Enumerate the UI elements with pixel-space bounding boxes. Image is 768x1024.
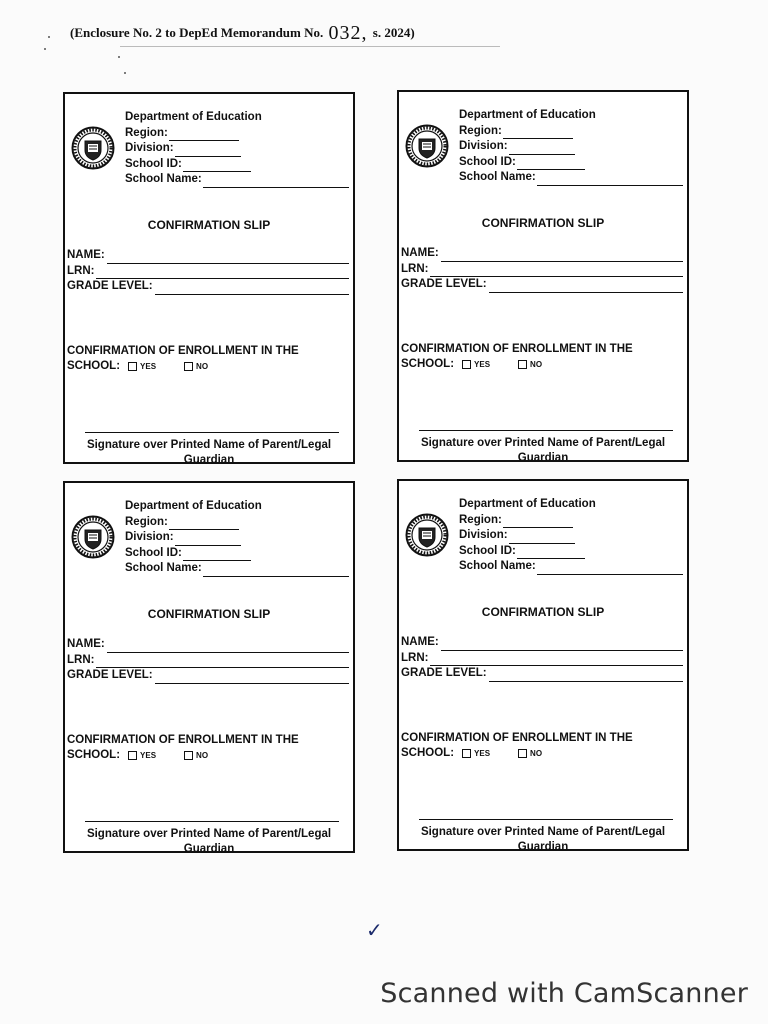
confirmation-question: CONFIRMATION OF ENROLLMENT IN THE	[401, 732, 633, 744]
camscanner-watermark: Scanned with CamScanner	[380, 978, 748, 1009]
student-fields	[401, 635, 683, 682]
memo-number: 032,	[328, 22, 368, 44]
department-label: Department of Education	[125, 500, 262, 512]
deped-seal-icon	[405, 124, 449, 168]
enclosure-prefix: (Enclosure No. 2 to DepEd Memorandum No.	[70, 25, 324, 40]
school-name-blank	[537, 563, 683, 575]
lrn-blank	[430, 654, 683, 666]
yes-checkbox[interactable]	[462, 360, 471, 369]
name-blank	[441, 639, 683, 651]
no-checkbox[interactable]	[184, 751, 193, 760]
scan-speck	[48, 36, 50, 38]
grade-level-field: GRADE LEVEL:	[401, 277, 683, 293]
region-blank	[169, 518, 239, 530]
confirmation-options	[401, 357, 687, 372]
enrollment-confirmation	[401, 731, 687, 761]
name-field: NAME:	[401, 246, 683, 262]
division-blank	[509, 143, 575, 155]
grade-level-blank	[155, 672, 349, 684]
school-id-field: School ID:	[125, 546, 353, 562]
signature-label: Signature over Printed Name of Parent/Legal Guardian	[86, 828, 332, 855]
school-name-field: School Name:	[125, 561, 353, 577]
division-blank	[175, 145, 241, 157]
enclosure-header	[70, 22, 510, 45]
region-field: Region:	[125, 515, 353, 531]
confirmation-slip-4	[397, 479, 689, 851]
division-blank	[509, 532, 575, 544]
signature-line	[85, 432, 339, 433]
school-id-blank	[183, 160, 251, 172]
scan-speck	[124, 72, 126, 74]
name-blank	[441, 250, 683, 262]
school-name-blank	[203, 565, 349, 577]
department-label: Department of Education	[459, 109, 596, 121]
lrn-blank	[96, 267, 349, 279]
slip-title: CONFIRMATION SLIP	[147, 607, 271, 621]
school-label: SCHOOL:	[401, 747, 455, 759]
scan-speck	[44, 48, 46, 50]
grade-level-blank	[489, 281, 683, 293]
region-blank	[503, 516, 573, 528]
signature-line	[419, 819, 673, 820]
slip-header	[459, 497, 687, 575]
division-blank	[175, 534, 241, 546]
yes-checkbox[interactable]	[462, 749, 471, 758]
scan-speck	[118, 56, 120, 58]
school-name-blank	[537, 174, 683, 186]
signature-line	[85, 821, 339, 822]
school-id-blank	[517, 158, 585, 170]
department-label: Department of Education	[459, 498, 596, 510]
lrn-blank	[96, 656, 349, 668]
school-name-blank	[203, 176, 349, 188]
school-id-blank	[183, 549, 251, 561]
yes-label: YES	[474, 360, 491, 369]
enclosure-suffix: s. 2024)	[372, 25, 415, 40]
division-field: Division:	[125, 141, 353, 157]
school-name-field: School Name:	[459, 559, 687, 575]
yes-label: YES	[140, 362, 157, 371]
deped-seal-icon	[71, 515, 115, 559]
division-field: Division:	[459, 528, 687, 544]
enrollment-confirmation	[67, 733, 353, 763]
yes-checkbox[interactable]	[128, 751, 137, 760]
student-fields	[401, 246, 683, 293]
name-blank	[107, 252, 349, 264]
enrollment-confirmation	[401, 342, 687, 372]
slip-header	[125, 499, 353, 577]
school-id-field: School ID:	[125, 157, 353, 173]
department-label: Department of Education	[125, 111, 262, 123]
enclosure-rule	[120, 46, 500, 47]
enrollment-confirmation	[67, 344, 353, 374]
lrn-field: LRN:	[67, 653, 349, 669]
school-id-field: School ID:	[459, 544, 687, 560]
no-label: NO	[196, 362, 209, 371]
grade-level-field: GRADE LEVEL:	[67, 279, 349, 295]
confirmation-question: CONFIRMATION OF ENROLLMENT IN THE	[401, 343, 633, 355]
yes-label: YES	[474, 749, 491, 758]
name-blank	[107, 641, 349, 653]
school-name-field: School Name:	[459, 170, 687, 186]
division-field: Division:	[125, 530, 353, 546]
school-label: SCHOOL:	[401, 358, 455, 370]
confirmation-question: CONFIRMATION OF ENROLLMENT IN THE	[67, 734, 299, 746]
grade-level-field: GRADE LEVEL:	[401, 666, 683, 682]
grade-level-blank	[155, 283, 349, 295]
no-checkbox[interactable]	[518, 360, 527, 369]
school-label: SCHOOL:	[67, 749, 121, 761]
grade-level-field: GRADE LEVEL:	[67, 668, 349, 684]
confirmation-question: CONFIRMATION OF ENROLLMENT IN THE	[67, 345, 299, 357]
slip-title: CONFIRMATION SLIP	[481, 216, 605, 230]
confirmation-slip-3	[63, 481, 355, 853]
deped-seal-icon	[71, 126, 115, 170]
school-id-field: School ID:	[459, 155, 687, 171]
school-label: SCHOOL:	[67, 360, 121, 372]
confirmation-options	[67, 359, 353, 374]
signature-line	[419, 430, 673, 431]
deped-seal-icon	[405, 513, 449, 557]
name-field: NAME:	[401, 635, 683, 651]
signature-label: Signature over Printed Name of Parent/Legal Guardian	[420, 826, 666, 853]
no-checkbox[interactable]	[518, 749, 527, 758]
slip-header	[459, 108, 687, 186]
no-label: NO	[530, 360, 543, 369]
student-fields	[67, 637, 349, 684]
confirmation-options	[401, 746, 687, 761]
lrn-field: LRN:	[401, 262, 683, 278]
signature-label: Signature over Printed Name of Parent/Legal Guardian	[420, 437, 666, 464]
lrn-blank	[430, 265, 683, 277]
school-id-blank	[517, 547, 585, 559]
region-field: Region:	[125, 126, 353, 142]
signature-label: Signature over Printed Name of Parent/Legal Guardian	[86, 439, 332, 466]
name-field: NAME:	[67, 248, 349, 264]
school-name-field: School Name:	[125, 172, 353, 188]
lrn-field: LRN:	[401, 651, 683, 667]
slip-title: CONFIRMATION SLIP	[147, 218, 271, 232]
yes-checkbox[interactable]	[128, 362, 137, 371]
region-field: Region:	[459, 513, 687, 529]
region-blank	[169, 129, 239, 141]
confirmation-slip-2	[397, 90, 689, 462]
confirmation-slip-1	[63, 92, 355, 464]
lrn-field: LRN:	[67, 264, 349, 280]
region-blank	[503, 127, 573, 139]
slip-header	[125, 110, 353, 188]
no-checkbox[interactable]	[184, 362, 193, 371]
region-field: Region:	[459, 124, 687, 140]
division-field: Division:	[459, 139, 687, 155]
name-field: NAME:	[67, 637, 349, 653]
grade-level-blank	[489, 670, 683, 682]
check-mark: ✓	[366, 918, 383, 942]
confirmation-options	[67, 748, 353, 763]
student-fields	[67, 248, 349, 295]
no-label: NO	[196, 751, 209, 760]
slip-title: CONFIRMATION SLIP	[481, 605, 605, 619]
no-label: NO	[530, 749, 543, 758]
yes-label: YES	[140, 751, 157, 760]
